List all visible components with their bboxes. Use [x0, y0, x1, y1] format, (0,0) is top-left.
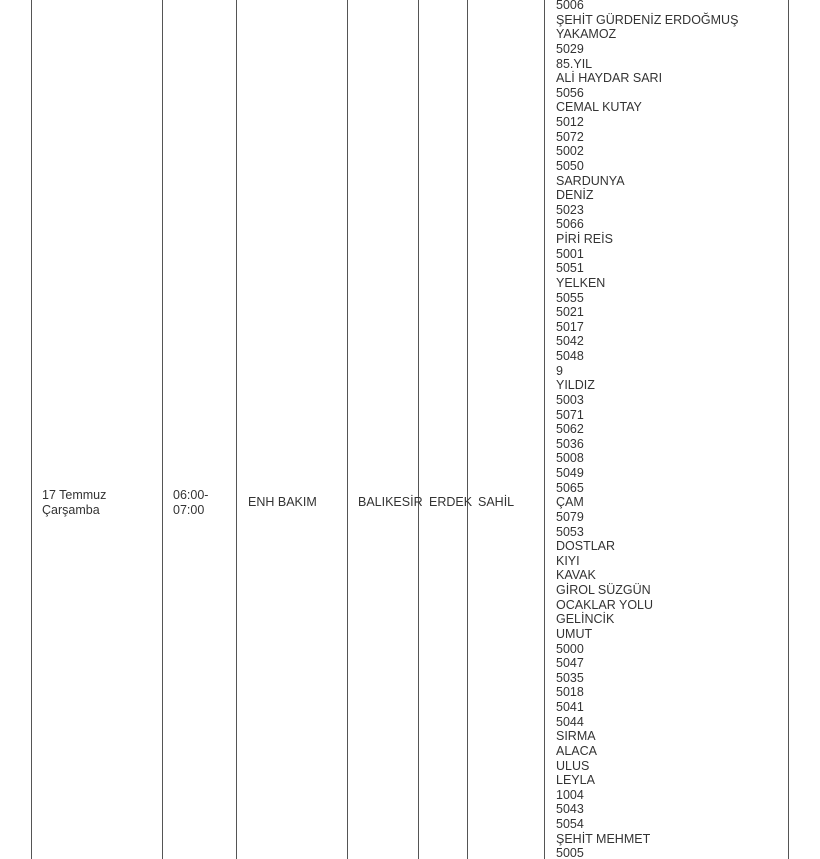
street-item: 5008 — [556, 451, 584, 466]
column-border — [347, 0, 348, 859]
street-item: ŞEHİT GÜRDENİZ ERDOĞMUŞ — [556, 12, 739, 27]
street-item: 5065 — [556, 480, 584, 495]
street-item: 5051 — [556, 261, 584, 276]
street-item: DENİZ — [556, 188, 594, 203]
street-item: 5005 — [556, 846, 584, 859]
date-day: 17 Temmuz — [42, 488, 107, 502]
column-border — [467, 0, 468, 859]
street-item: 5053 — [556, 524, 584, 539]
column-border — [418, 0, 419, 859]
date-weekday: Çarşamba — [42, 502, 100, 517]
street-item: 5023 — [556, 202, 584, 217]
street-item: 5047 — [556, 656, 584, 671]
street-item: 5048 — [556, 349, 584, 363]
street-item: 5043 — [556, 802, 584, 817]
street-item: SIRMA — [556, 729, 596, 744]
street-item: OCAKLAR YOLU — [556, 597, 654, 612]
street-item: 5017 — [556, 319, 584, 334]
street-item: 5066 — [556, 217, 584, 232]
street-item: 5003 — [556, 392, 584, 407]
time-cell — [173, 488, 208, 517]
street-item: 5049 — [556, 466, 584, 480]
street-item: 9 — [556, 363, 563, 378]
street-item: GELİNCİK — [556, 612, 615, 627]
street-item: 5055 — [556, 290, 584, 305]
column-border — [31, 0, 32, 859]
street-item: ULUS — [556, 758, 590, 773]
street-item: 5021 — [556, 305, 584, 320]
street-item: YILDIZ — [556, 378, 595, 393]
street-item: PİRİ REİS — [556, 232, 613, 246]
street-item: UMUT — [556, 626, 593, 641]
column-border — [788, 0, 789, 859]
street-item: KIYI — [556, 553, 580, 568]
neighborhood-cell: SAHİL — [478, 495, 515, 509]
street-item: YAKAMOZ — [556, 27, 617, 42]
company-cell: ENH BAKIM — [248, 495, 317, 509]
street-item: 5035 — [556, 670, 584, 685]
street-item: 5050 — [556, 158, 584, 173]
street-item: 85.YIL — [556, 56, 593, 71]
street-list — [556, 0, 738, 859]
street-item: 5006 — [556, 0, 584, 12]
date-cell — [42, 488, 106, 517]
street-item: 5000 — [556, 641, 584, 656]
street-item: 5042 — [556, 334, 584, 349]
street-item: 5056 — [556, 85, 584, 100]
street-item: 5079 — [556, 509, 584, 524]
street-item: 5062 — [556, 422, 584, 437]
street-item: YELKEN — [556, 275, 606, 290]
street-item: ALACA — [556, 743, 597, 758]
street-item: ÇAM — [556, 495, 584, 510]
street-item: ŞEHİT MEHMET — [556, 831, 651, 846]
street-item: GİROL SÜZGÜN — [556, 583, 651, 597]
street-item: KAVAK — [556, 568, 596, 583]
column-border — [544, 0, 545, 859]
time-start: 06:00- — [173, 488, 209, 502]
street-item: 5029 — [556, 41, 584, 56]
street-item: CEMAL KUTAY — [556, 100, 642, 115]
street-item: 5044 — [556, 714, 584, 729]
street-item: SARDUNYA — [556, 173, 625, 188]
province-cell: BALIKESİR — [358, 495, 423, 509]
street-item: 5036 — [556, 436, 584, 451]
street-item: 5002 — [556, 144, 584, 159]
street-item: ALİ HAYDAR SARI — [556, 71, 663, 86]
street-item: 5018 — [556, 685, 584, 700]
column-border — [162, 0, 163, 859]
street-item: 5072 — [556, 129, 584, 144]
street-item: 5054 — [556, 817, 584, 831]
street-item: LEYLA — [556, 773, 595, 788]
time-end: 07:00 — [173, 502, 205, 517]
street-item: 5041 — [556, 700, 584, 714]
street-item: DOSTLAR — [556, 539, 616, 554]
street-item: 1004 — [556, 787, 584, 802]
district-cell: ERDEK — [429, 495, 473, 509]
street-item: 5071 — [556, 407, 584, 422]
street-item: 5012 — [556, 115, 584, 129]
column-border — [236, 0, 237, 859]
street-item: 5001 — [556, 246, 584, 261]
